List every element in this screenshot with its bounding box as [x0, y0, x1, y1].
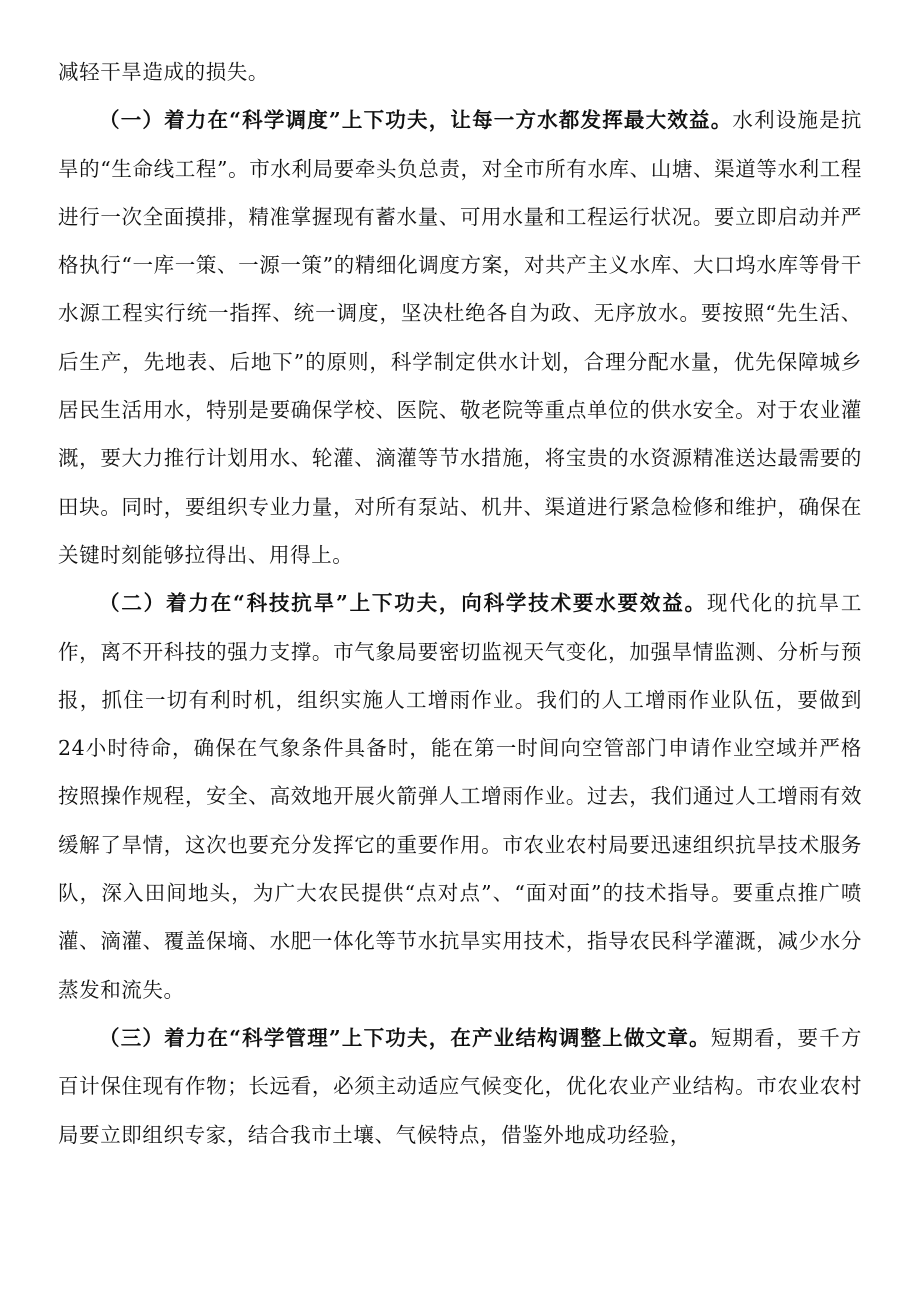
paragraph-lead: （二）着力在“科技抗旱”上下功夫，向科学技术要水要效益。 — [99, 591, 707, 616]
paragraph-lead: （三）着力在“科学管理”上下功夫，在产业结构调整上做文章。 — [99, 1025, 711, 1050]
paragraph-body: 短期看，要千方百计保住现有作物；长远看，必须主动适应气候变化，优化农业产业结构。市农业农村局要立即组织专家，结合我市土壤、气候特点，借鉴外地成功经验， — [58, 1025, 863, 1147]
paragraph-section-3 — [58, 1014, 862, 1159]
paragraph-section-2 — [58, 579, 862, 1014]
paragraph-body: 水利设施是抗旱的“生命线工程”。市水利局要牵头负总责，对全市所有水库、山塘、渠道等水利工程进行一次全面摸排，精准掌握现有蓄水量、可用水量和工程运行状况。要立即启动并严格执行“一库一策、一源一策”的精细化调度方案，对共产主义水库、大口坞水库等骨干水源工程实行统一指挥、统一调度，坚决杜绝各自为政、无序放水。要按照“先生活、后生产，先地表、后地下”的原则，科学制定供水计划，合理分配水量，优先保障城乡居民生活用水，特别是要确保学校、医院、敬老院等重点单位的供水安全。对于农业灌溉，要大力推行计划用水、轮灌、滴灌等节水措施，将宝贵的水资源精准送达最需要的田块。同时，要组织专业力量，对所有泵站、机井、渠道进行紧急检修和维护，确保在关键时刻能够拉得出、用得上。 — [58, 108, 862, 567]
paragraph-section-1 — [58, 96, 862, 579]
paragraph-lead: （一）着力在“科学调度”上下功夫，让每一方水都发挥最大效益。 — [99, 108, 733, 133]
paragraph-continuation — [58, 48, 862, 96]
paragraph-body: 现代化的抗旱工作，离不开科技的强力支撑。市气象局要密切监视天气变化，加强旱情监测、分析与预报，抓住一切有利时机，组织实施人工增雨作业。我们的人工增雨作业队伍，要做到24小时待命，确保在气象条件具备时，能在第一时间向空管部门申请作业空域并严格按照操作规程，安全、高效地开展火箭弹人工增雨作业。过去，我们通过人工增雨有效缓解了旱情，这次也要充分发挥它的重要作用。市农业农村局要迅速组织抗旱技术服务队，深入田间地头，为广大农民提供“点对点”、“面对面”的技术指导。要重点推广喷灌、滴灌、覆盖保墒、水肥一体化等节水抗旱实用技术，指导农民科学灌溉，减少水分蒸发和流失。 — [58, 591, 863, 1002]
paragraph-body: 减轻干旱造成的损失。 — [58, 60, 269, 84]
